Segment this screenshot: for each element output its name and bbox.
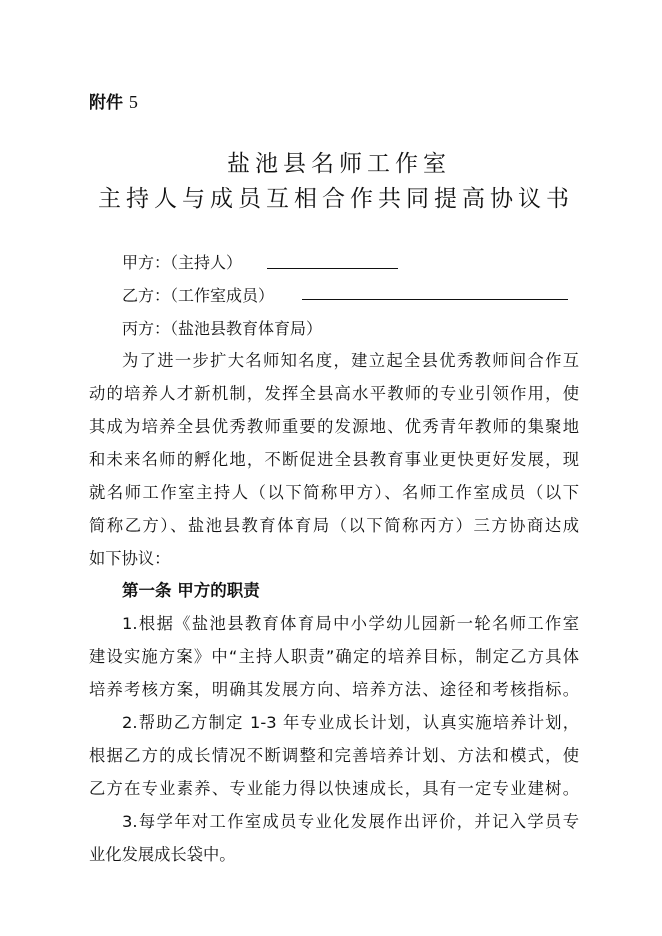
article-1-item-3-line: 业化发展成长袋中。 bbox=[89, 845, 236, 864]
article-1-heading: 第一条 甲方的职责 bbox=[122, 581, 260, 600]
party-b-signature-line[interactable] bbox=[302, 299, 568, 300]
intro-line: 为了进一步扩大名师知名度，建立起全县优秀教师间合作互 bbox=[122, 351, 579, 370]
article-1-item-2-line: 乙方在专业素养、专业能力得以快速成长，具有一定专业建树。 bbox=[89, 779, 579, 798]
article-1-item-1-line: 建设实施方案》中“主持人职责”确定的培养目标，制定乙方具体 bbox=[89, 647, 579, 666]
document-title-line-2: 主持人与成员互相合作共同提高协议书 bbox=[98, 186, 574, 212]
intro-line: 就名师工作室主持人（以下简称甲方）、名师工作室成员（以下 bbox=[89, 483, 579, 502]
intro-line: 动的培养人才新机制，发挥全县高水平教师的专业引领作用，使 bbox=[89, 384, 579, 403]
article-1-item-2-line: 根据乙方的成长情况不断调整和完善培养计划、方法和模式，使 bbox=[89, 746, 579, 765]
intro-line: 其成为培养全县优秀教师重要的发源地、优秀青年教师的集聚地 bbox=[89, 417, 579, 436]
party-b-label: 乙方：（工作室成员） bbox=[122, 286, 275, 305]
intro-line: 如下协议： bbox=[89, 549, 171, 568]
attachment-number: 5 bbox=[128, 92, 138, 112]
party-a-signature-line[interactable] bbox=[267, 268, 398, 269]
attachment-label bbox=[89, 88, 138, 113]
article-1-item-1-line: 培养考核方案，明确其发展方向、培养方法、途径和考核指标。 bbox=[89, 680, 579, 699]
article-1-item-2-line: 2.帮助乙方制定 1-3 年专业成长计划，认真实施培养计划， bbox=[122, 713, 579, 732]
article-1-item-1-line: 1.根据《盐池县教育体育局中小学幼儿园新一轮名师工作室 bbox=[122, 614, 579, 633]
intro-line: 简称乙方）、盐池县教育体育局（以下简称丙方）三方协商达成 bbox=[89, 516, 579, 535]
party-c-label: 丙方：（盐池县教育体育局） bbox=[122, 319, 323, 338]
party-a-label: 甲方：（主持人） bbox=[122, 253, 243, 272]
intro-line: 和未来名师的孵化地，不断促进全县教育事业更快更好发展，现 bbox=[89, 450, 579, 469]
document-title-line-1: 盐池县名师工作室 bbox=[227, 151, 451, 177]
attachment-text: 附件 bbox=[89, 93, 123, 113]
article-1-item-3-line: 3.每学年对工作室成员专业化发展作出评价，并记入学员专 bbox=[122, 812, 579, 831]
